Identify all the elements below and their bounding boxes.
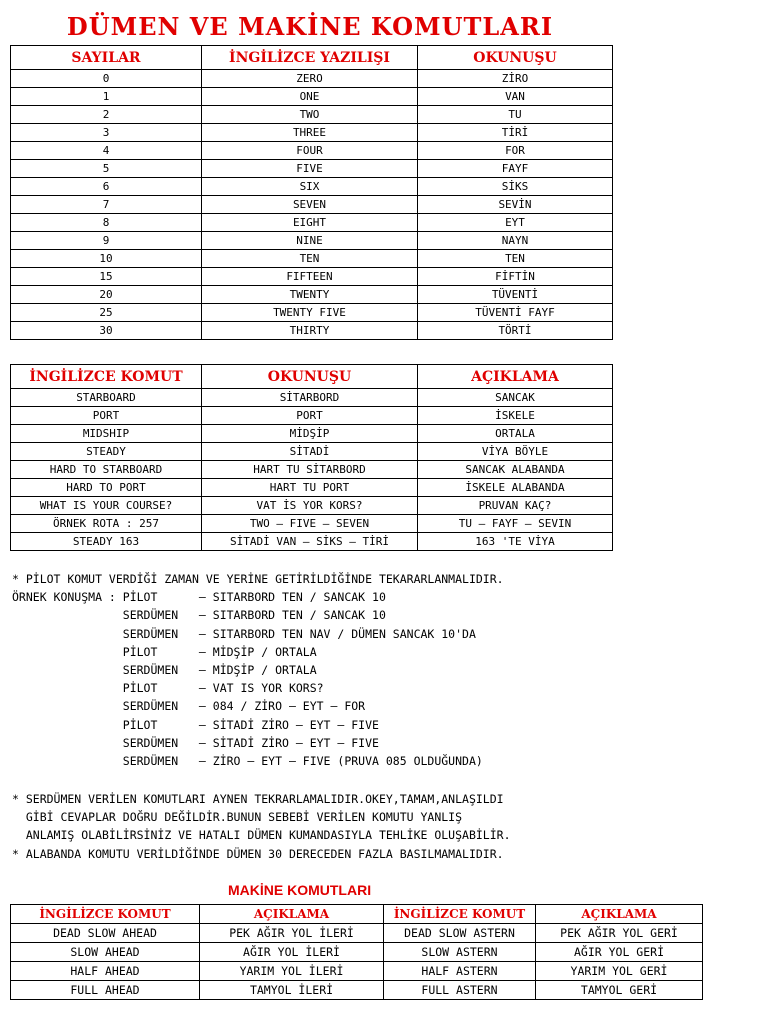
table-cell: FİFTİN <box>418 268 613 286</box>
engine-section-title: MAKİNE KOMUTLARI <box>228 882 372 898</box>
table-cell: FOR <box>418 142 613 160</box>
numbers-table <box>10 45 613 340</box>
table-header-row <box>11 905 703 924</box>
table-cell: SIX <box>202 178 418 196</box>
table-cell: HARD TO STARBOARD <box>11 461 202 479</box>
table-cell: TEN <box>418 250 613 268</box>
table-header-row <box>11 46 613 70</box>
table-cell: 30 <box>11 322 202 340</box>
table-cell: 15 <box>11 268 202 286</box>
table-cell: FIVE <box>202 160 418 178</box>
table-row <box>11 196 613 214</box>
table-cell: FIFTEEN <box>202 268 418 286</box>
table-cell: AĞIR YOL İLERİ <box>200 943 384 962</box>
table-cell: 2 <box>11 106 202 124</box>
table-row <box>11 250 613 268</box>
page-title: DÜMEN VE MAKİNE KOMUTLARI <box>66 12 554 41</box>
table-row <box>11 214 613 232</box>
table-cell: HALF AHEAD <box>11 962 200 981</box>
table-row <box>11 322 613 340</box>
table-cell: PORT <box>11 407 202 425</box>
table-cell: SLOW AHEAD <box>11 943 200 962</box>
column-header: OKUNUŞU <box>418 46 613 70</box>
table-cell: EIGHT <box>202 214 418 232</box>
table-cell: TÜVENTİ FAYF <box>418 304 613 322</box>
table-cell: FULL AHEAD <box>11 981 200 1000</box>
table-cell: THREE <box>202 124 418 142</box>
table-cell: MİDŞİP <box>202 425 418 443</box>
table-cell: STARBOARD <box>11 389 202 407</box>
column-header: AÇIKLAMA <box>418 365 613 389</box>
table-cell: SEVİN <box>418 196 613 214</box>
table-row <box>11 160 613 178</box>
table-cell: SANCAK <box>418 389 613 407</box>
table-cell: TWO <box>202 106 418 124</box>
table-cell: SLOW ASTERN <box>384 943 536 962</box>
table-row <box>11 924 703 943</box>
table-cell: PRUVAN KAÇ? <box>418 497 613 515</box>
table-cell: TAMYOL GERİ <box>536 981 703 1000</box>
table-cell: İSKELE <box>418 407 613 425</box>
table-row <box>11 178 613 196</box>
table-cell: SİTARBORD <box>202 389 418 407</box>
table-cell: 9 <box>11 232 202 250</box>
table-cell: ORTALA <box>418 425 613 443</box>
table-cell: STEADY <box>11 443 202 461</box>
table-row <box>11 497 613 515</box>
table-cell: VİYA BÖYLE <box>418 443 613 461</box>
column-header: İNGİLİZCE KOMUT <box>384 905 536 924</box>
column-header: İNGİLİZCE KOMUT <box>11 905 200 924</box>
table-row <box>11 533 613 551</box>
table-cell: DEAD SLOW ASTERN <box>384 924 536 943</box>
table-row <box>11 479 613 497</box>
table-row <box>11 407 613 425</box>
column-header: AÇIKLAMA <box>536 905 703 924</box>
table-cell: THIRTY <box>202 322 418 340</box>
table-cell: 6 <box>11 178 202 196</box>
table-cell: TÜVENTİ <box>418 286 613 304</box>
table-cell: TU <box>418 106 613 124</box>
table-row <box>11 106 613 124</box>
table-cell: SANCAK ALABANDA <box>418 461 613 479</box>
table-cell: VAT İS YOR KORS? <box>202 497 418 515</box>
table-cell: PEK AĞIR YOL İLERİ <box>200 924 384 943</box>
table-cell: FAYF <box>418 160 613 178</box>
table-cell: 10 <box>11 250 202 268</box>
column-header: AÇIKLAMA <box>200 905 384 924</box>
table-cell: SİTADİ <box>202 443 418 461</box>
table-row <box>11 304 613 322</box>
table-row <box>11 425 613 443</box>
table-row <box>11 286 613 304</box>
table-cell: 3 <box>11 124 202 142</box>
table-cell: TEN <box>202 250 418 268</box>
table-cell: 4 <box>11 142 202 160</box>
engine-commands-table <box>10 904 703 1000</box>
table-cell: HALF ASTERN <box>384 962 536 981</box>
table-cell: YARIM YOL İLERİ <box>200 962 384 981</box>
table-cell: SEVEN <box>202 196 418 214</box>
rules-notes: * SERDÜMEN VERİLEN KOMUTLARI AYNEN TEKRARLAMALIDIR.OKEY,TAMAM,ANLAŞILDI GİBİ CEVAPLAR DOĞRU DEĞİLDİR.BUNUN SEBEBİ VERİLEN KOMUTU YANLIŞ ANLAMIŞ OLABİLİRSİNİZ VE HATALI DÜMEN KUMANDASIYLA TEHLİKE OLUŞABİLİR. * ALABANDA KOMUTU VERİLDİĞİNDE DÜMEN 30 DERECEDEN FAZLA BASILMAMALIDIR. <box>12 792 511 861</box>
table-row <box>11 232 613 250</box>
table-cell: TU – FAYF – SEVIN <box>418 515 613 533</box>
example-conversation-notes: * PİLOT KOMUT VERDİĞİ ZAMAN VE YERİNE GETİRİLDİĞİNDE TEKARARLANMALIDIR. ÖRNEK KONUŞMA : PİLOT – SITARBORD TEN / SANCAK 10 SERDÜMEN – SITARBORD TEN / SANCAK 10 SERDÜMEN – SITARBORD TEN NAV / DÜMEN SANCAK 10'DA PİLOT – MİDŞİP / ORTALA SERDÜMEN – MİDŞİP / ORTALA PİLOT – VAT IS YOR KORS? SERDÜMEN – 084 / ZİRO – EYT – FOR PİLOT – SİTADİ ZİRO – EYT – FIVE SERDÜMEN – SİTADİ ZİRO – EYT – FIVE SERDÜMEN – ZİRO – EYT – FIVE (PRUVA 085 OLDUĞUNDA) <box>12 572 504 769</box>
table-cell: TWO – FIVE – SEVEN <box>202 515 418 533</box>
table-cell: ONE <box>202 88 418 106</box>
table-row <box>11 268 613 286</box>
table-cell: VAN <box>418 88 613 106</box>
table-cell: DEAD SLOW AHEAD <box>11 924 200 943</box>
table-row <box>11 943 703 962</box>
table-cell: 163 'TE VİYA <box>418 533 613 551</box>
table-cell: FOUR <box>202 142 418 160</box>
table-cell: TAMYOL İLERİ <box>200 981 384 1000</box>
table-cell: SİKS <box>418 178 613 196</box>
table-row <box>11 124 613 142</box>
table-cell: 8 <box>11 214 202 232</box>
table-cell: HARD TO PORT <box>11 479 202 497</box>
table-cell: ZERO <box>202 70 418 88</box>
table-cell: TWENTY FIVE <box>202 304 418 322</box>
table-cell: NINE <box>202 232 418 250</box>
table-row <box>11 962 703 981</box>
table-cell: EYT <box>418 214 613 232</box>
table-row <box>11 981 703 1000</box>
column-header: İNGİLİZCE KOMUT <box>11 365 202 389</box>
table-cell: PORT <box>202 407 418 425</box>
table-cell: 25 <box>11 304 202 322</box>
table-cell: ZİRO <box>418 70 613 88</box>
table-cell: MIDSHIP <box>11 425 202 443</box>
table-cell: NAYN <box>418 232 613 250</box>
table-cell: HART TU PORT <box>202 479 418 497</box>
table-cell: HART TU SİTARBORD <box>202 461 418 479</box>
table-row <box>11 515 613 533</box>
table-cell: YARIM YOL GERİ <box>536 962 703 981</box>
table-cell: 1 <box>11 88 202 106</box>
table-row <box>11 70 613 88</box>
table-cell: STEADY 163 <box>11 533 202 551</box>
commands-table <box>10 364 613 551</box>
table-cell: TÖRTİ <box>418 322 613 340</box>
table-row <box>11 443 613 461</box>
column-header: İNGİLİZCE YAZILIŞI <box>202 46 418 70</box>
table-cell: TWENTY <box>202 286 418 304</box>
table-cell: FULL ASTERN <box>384 981 536 1000</box>
table-row <box>11 461 613 479</box>
table-cell: 5 <box>11 160 202 178</box>
table-cell: 0 <box>11 70 202 88</box>
table-row <box>11 389 613 407</box>
table-cell: AĞIR YOL GERİ <box>536 943 703 962</box>
table-cell: PEK AĞIR YOL GERİ <box>536 924 703 943</box>
table-cell: SİTADİ VAN – SİKS – TİRİ <box>202 533 418 551</box>
table-cell: 20 <box>11 286 202 304</box>
column-header: SAYILAR <box>11 46 202 70</box>
table-cell: WHAT IS YOUR COURSE? <box>11 497 202 515</box>
table-header-row <box>11 365 613 389</box>
table-cell: 7 <box>11 196 202 214</box>
column-header: OKUNUŞU <box>202 365 418 389</box>
table-cell: TİRİ <box>418 124 613 142</box>
table-cell: İSKELE ALABANDA <box>418 479 613 497</box>
table-row <box>11 88 613 106</box>
table-row <box>11 142 613 160</box>
table-cell: ÖRNEK ROTA : 257 <box>11 515 202 533</box>
